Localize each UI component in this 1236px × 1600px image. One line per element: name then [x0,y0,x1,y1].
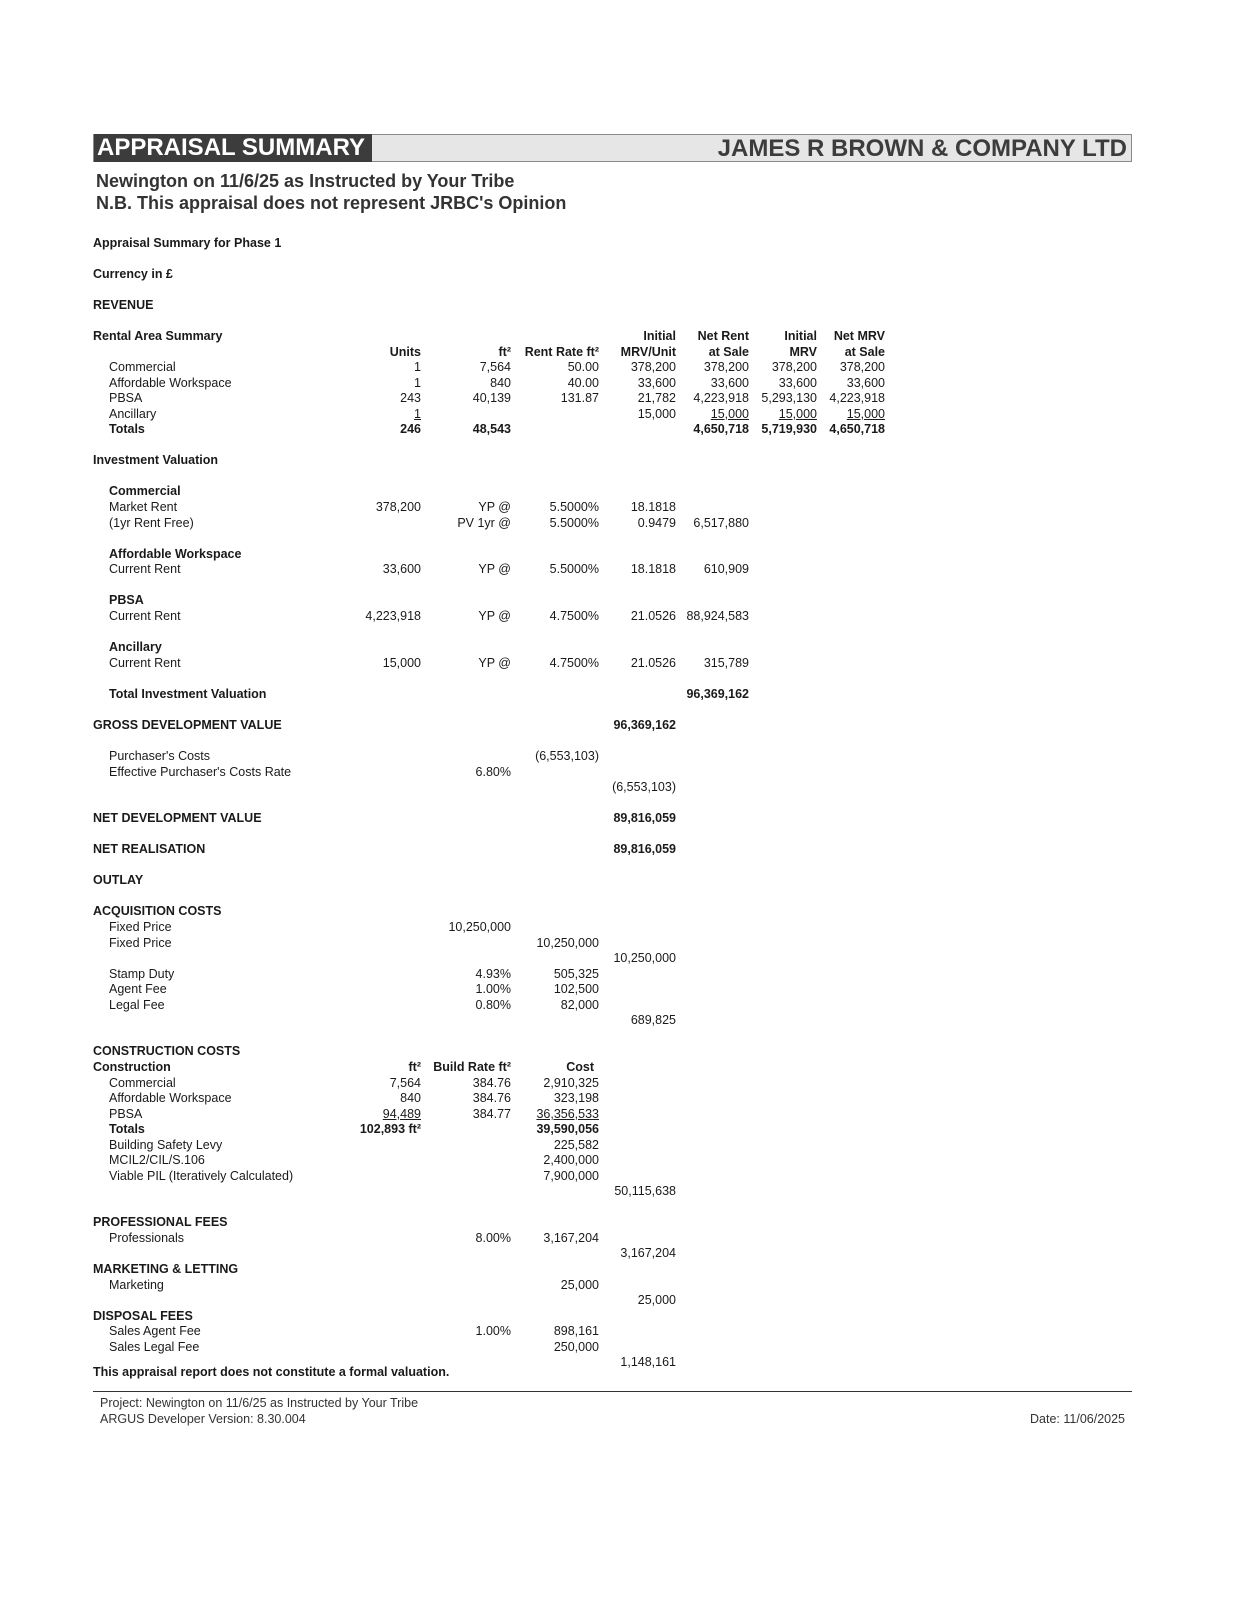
professionals-pct: 8.00% [475,1231,511,1245]
stamp-duty-value: 505,325 [553,967,599,981]
subtitle-project: Newington on 11/6/25 as Instructed by Your Tribe [96,171,515,191]
rental-totals-units: 246 [400,422,421,436]
gdv-value: 96,369,162 [613,718,676,732]
inv-ancillary-rent: 15,000 [382,656,421,670]
marketing-label: Marketing [109,1278,164,1292]
construction-row-rate: 384.76 [472,1091,511,1105]
footer-version: ARGUS Developer Version: 8.30.004 [100,1412,306,1426]
rental-row-init-mrv: 5,293,130 [761,391,817,405]
inv-ancillary-factor: 21.0526 [630,656,676,670]
col-mrv-unit-2: MRV/Unit [620,345,676,359]
rental-row-net-rent: 15,000 [710,407,749,421]
fixed-price-label-2: Fixed Price [109,936,172,950]
construction-row-label: PBSA [109,1107,143,1121]
revenue-heading: REVENUE [93,298,154,312]
sales-legal-fee-label: Sales Legal Fee [109,1340,200,1354]
stamp-duty-label: Stamp Duty [109,967,175,981]
construction-row-cost: 36,356,533 [536,1107,599,1121]
marketing-value: 25,000 [560,1278,599,1292]
net-realisation-value: 89,816,059 [613,842,676,856]
inv-ancillary-title: Ancillary [109,640,162,654]
construction-col-ft2: ft² [408,1060,421,1074]
rental-totals-ft2: 48,543 [472,422,511,436]
footer-project: Project: Newington on 11/6/25 as Instructed by Your Tribe [100,1396,419,1410]
rental-row-rate: 50.00 [567,360,599,374]
inv-affordable-title: Affordable Workspace [109,547,242,561]
inv-pbsa-pct: 4.7500% [549,609,599,623]
rental-row-ft2: 40,139 [472,391,511,405]
construction-subtotal: 50,115,638 [614,1184,676,1198]
rental-row-units: 1 [414,407,421,421]
construction-totals-ft2: 102,893 ft² [359,1122,421,1136]
rental-row-init-mrv: 33,600 [778,376,817,390]
inv-affordable-rent: 33,600 [382,562,421,576]
acquisition-subtotal-2: 689,825 [630,1013,676,1027]
rental-row-mrv-unit: 15,000 [637,407,676,421]
acquisition-heading: ACQUISITION COSTS [93,904,222,918]
inv-commercial-factor-2: 0.9479 [637,516,676,530]
construction-row-ft2: 7,564 [389,1076,421,1090]
sales-agent-fee-pct: 1.00% [475,1324,511,1338]
bsl-value: 225,582 [553,1138,599,1152]
inv-ancillary-total: 315,789 [703,656,749,670]
construction-col-rate: Build Rate ft² [433,1060,511,1074]
rental-row-units: 243 [400,391,421,405]
rental-row-net-mrv: 378,200 [839,360,885,374]
rental-row-net-mrv: 33,600 [846,376,885,390]
agent-fee-label: Agent Fee [109,982,167,996]
construction-row-ft2: 840 [400,1091,421,1105]
inv-commercial-pct-2: 5.5000% [549,516,599,530]
rental-row-label: Affordable Workspace [109,376,232,390]
rental-totals-net-rent: 4,650,718 [693,422,749,436]
rental-row-rate: 40.00 [567,376,599,390]
subtitle-disclaimer: N.B. This appraisal does not represent JRBC's Opinion [96,193,567,213]
purchaser-subtotal: (6,553,103) [612,780,676,794]
purchaser-costs-value: (6,553,103) [535,749,599,763]
sales-agent-fee-value: 898,161 [553,1324,599,1338]
sales-legal-fee-value: 250,000 [553,1340,599,1354]
rental-row-mrv-unit: 21,782 [637,391,676,405]
fixed-price-value-2: 10,250,000 [536,936,599,950]
inv-ancillary-label: Current Rent [109,656,181,670]
construction-subheading: Construction [93,1060,171,1074]
mcil-label: MCIL2/CIL/S.106 [109,1153,205,1167]
rental-row-ft2: 840 [490,376,511,390]
valuation-disclaimer: This appraisal report does not constitute a formal valuation. [93,1365,450,1379]
inv-pbsa-factor: 21.0526 [630,609,676,623]
professionals-label: Professionals [109,1231,185,1245]
inv-commercial-factor: 18.1818 [630,500,676,514]
inv-pbsa-label: Current Rent [109,609,181,623]
inv-affordable-total: 610,909 [703,562,749,576]
rental-row-init-mrv: 378,200 [771,360,817,374]
col-net-rent-2: at Sale [708,345,749,359]
construction-row-cost: 323,198 [553,1091,599,1105]
rental-row-net-rent: 4,223,918 [693,391,749,405]
bsl-label: Building Safety Levy [109,1138,223,1152]
rental-row-mrv-unit: 378,200 [630,360,676,374]
legal-fee-label: Legal Fee [109,998,165,1012]
rental-totals-net-mrv: 4,650,718 [829,422,885,436]
construction-col-cost: Cost [566,1060,594,1074]
disposal-subtotal: 1,148,161 [620,1355,676,1369]
company-name: JAMES R BROWN & COMPANY LTD [717,135,1127,162]
purchaser-costs-label: Purchaser's Costs [109,749,211,763]
investment-heading: Investment Valuation [93,453,219,467]
rental-row-units: 1 [414,376,421,390]
professionals-value: 3,167,204 [543,1231,599,1245]
inv-ancillary-yp: YP @ [478,656,511,670]
inv-ancillary-pct: 4.7500% [549,656,599,670]
rental-row-ft2: 7,564 [479,360,511,374]
col-net-mrv-1: Net MRV [833,329,885,343]
disposal-heading: DISPOSAL FEES [93,1309,193,1323]
inv-pbsa-title: PBSA [109,593,144,607]
currency-label: Currency in £ [93,267,173,281]
inv-total-label: Total Investment Valuation [109,687,267,701]
legal-fee-pct: 0.80% [475,998,511,1012]
construction-row-rate: 384.76 [472,1076,511,1090]
inv-commercial-title: Commercial [109,484,181,498]
phase-label: Appraisal Summary for Phase 1 [93,236,282,250]
col-net-rent-1: Net Rent [697,329,749,343]
inv-pbsa-rent: 4,223,918 [365,609,421,623]
fixed-price-value-1: 10,250,000 [448,920,511,934]
construction-row-rate: 384.77 [472,1107,511,1121]
report-title: APPRAISAL SUMMARY [94,134,372,162]
inv-total-value: 96,369,162 [686,687,749,701]
ndv-label: NET DEVELOPMENT VALUE [93,811,262,825]
rental-row-net-mrv: 4,223,918 [829,391,885,405]
col-rent-rate: Rent Rate ft² [524,345,599,359]
rental-row-label: PBSA [109,391,143,405]
purchaser-rate-value: 6.80% [475,765,511,779]
header-bar [93,134,1132,162]
construction-row-ft2: 94,489 [382,1107,421,1121]
professional-subtotal: 3,167,204 [620,1246,676,1260]
rental-heading: Rental Area Summary [93,329,223,343]
footer-date: Date: 11/06/2025 [1030,1412,1125,1426]
agent-fee-value: 102,500 [553,982,599,996]
acquisition-subtotal-1: 10,250,000 [613,951,676,965]
rental-row-rate: 131.87 [560,391,599,405]
legal-fee-value: 82,000 [560,998,599,1012]
marketing-subtotal: 25,000 [637,1293,676,1307]
net-realisation-label: NET REALISATION [93,842,206,856]
rental-row-net-rent: 378,200 [703,360,749,374]
outlay-heading: OUTLAY [93,873,144,887]
rental-row-units: 1 [414,360,421,374]
marketing-heading: MARKETING & LETTING [93,1262,239,1276]
inv-commercial-yp: YP @ [478,500,511,514]
construction-totals-cost: 39,590,056 [536,1122,599,1136]
rental-row-mrv-unit: 33,600 [637,376,676,390]
stamp-duty-pct: 4.93% [475,967,511,981]
construction-totals-label: Totals [109,1122,145,1136]
purchaser-rate-label: Effective Purchaser's Costs Rate [109,765,292,779]
construction-heading: CONSTRUCTION COSTS [93,1044,241,1058]
col-init-mrv-1: Initial [784,329,817,343]
col-ft2: ft² [498,345,511,359]
footer-divider [93,1391,1132,1392]
rental-row-net-rent: 33,600 [710,376,749,390]
inv-commercial-label-1: Market Rent [109,500,178,514]
gdv-label: GROSS DEVELOPMENT VALUE [93,718,282,732]
construction-row-cost: 2,910,325 [543,1076,599,1090]
inv-commercial-rent: 378,200 [375,500,421,514]
inv-commercial-label-2: (1yr Rent Free) [109,516,194,530]
ndv-value: 89,816,059 [613,811,676,825]
agent-fee-pct: 1.00% [475,982,511,996]
rental-row-init-mrv: 15,000 [778,407,817,421]
inv-commercial-pct: 5.5000% [549,500,599,514]
col-init-mrv-2: MRV [789,345,817,359]
rental-row-label: Ancillary [109,407,157,421]
inv-affordable-pct: 5.5000% [549,562,599,576]
rental-totals-init-mrv: 5,719,930 [761,422,817,436]
col-units: Units [389,345,421,359]
rental-row-label: Commercial [109,360,176,374]
rental-row-net-mrv: 15,000 [846,407,885,421]
professional-heading: PROFESSIONAL FEES [93,1215,228,1229]
mcil-value: 2,400,000 [543,1153,599,1167]
inv-pbsa-yp: YP @ [478,609,511,623]
inv-commercial-total: 6,517,880 [693,516,749,530]
col-net-mrv-2: at Sale [844,345,885,359]
inv-affordable-yp: YP @ [478,562,511,576]
rental-totals-label: Totals [109,422,145,436]
inv-pbsa-total: 88,924,583 [686,609,749,623]
construction-row-label: Commercial [109,1076,176,1090]
pil-value: 7,900,000 [543,1169,599,1183]
inv-commercial-pv: PV 1yr @ [457,516,511,530]
pil-label: Viable PIL (Iteratively Calculated) [109,1169,294,1183]
col-mrv-unit-1: Initial [643,329,676,343]
construction-row-label: Affordable Workspace [109,1091,232,1105]
sales-agent-fee-label: Sales Agent Fee [109,1324,201,1338]
inv-affordable-factor: 18.1818 [630,562,676,576]
fixed-price-label-1: Fixed Price [109,920,172,934]
inv-affordable-label: Current Rent [109,562,181,576]
